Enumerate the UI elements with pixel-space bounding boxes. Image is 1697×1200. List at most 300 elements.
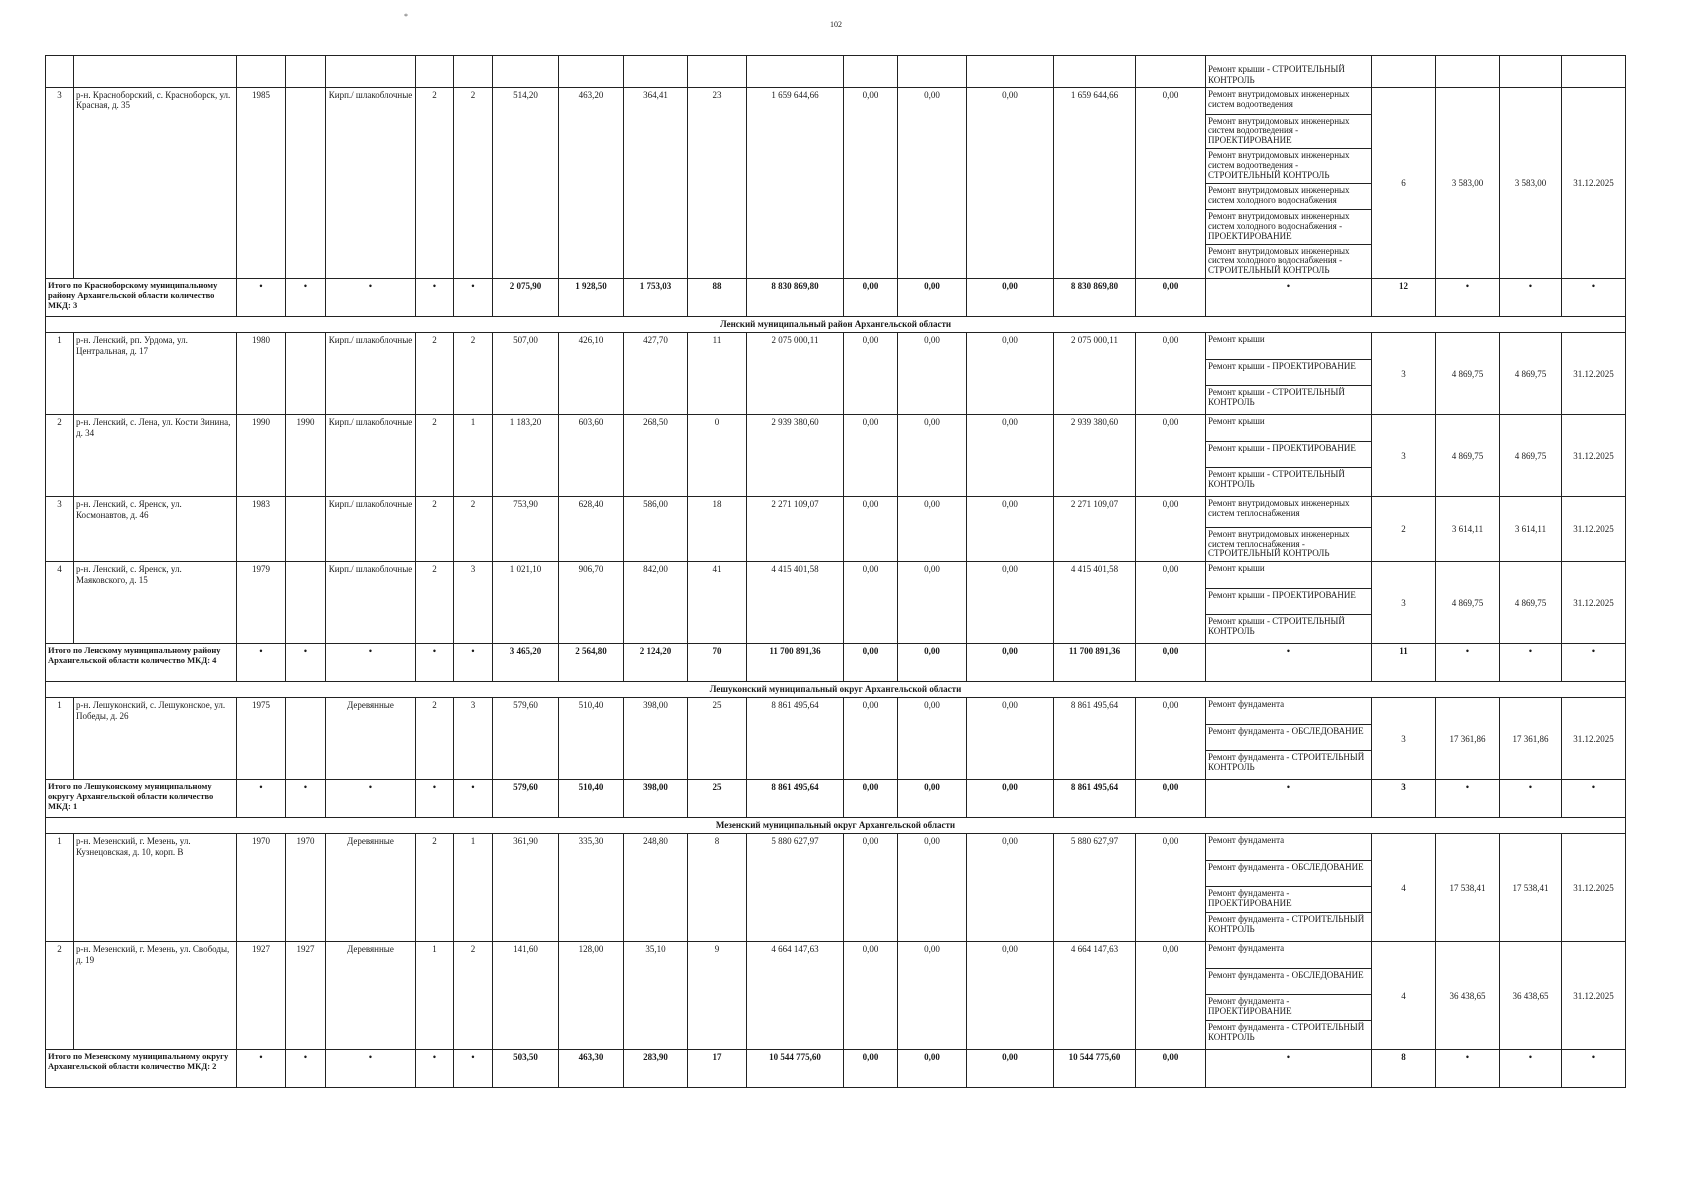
year-reconstruction: [286, 698, 326, 780]
address: р-н. Ленский, с. Яренск, ул. Маяковского, д. 15: [74, 562, 237, 644]
floors: 2: [416, 333, 454, 415]
placeholder-dot: •: [1562, 279, 1626, 317]
works-count: 3: [1372, 562, 1436, 644]
residential-area: 586,00: [624, 497, 688, 562]
fund-regional: 0,00: [898, 279, 967, 317]
premises-area: 335,30: [559, 834, 624, 942]
work-item: [1206, 942, 1371, 968]
work-type: Ремонт фундамента - СТРОИТЕЛЬНЫЙ КОНТРОЛЬ: [1208, 751, 1365, 772]
work-item: [1206, 912, 1371, 938]
fund-other: 0,00: [1136, 942, 1206, 1050]
completion-date: 31.12.2025: [1562, 562, 1626, 644]
placeholder-dot: •: [326, 1050, 416, 1088]
floors: 2: [416, 698, 454, 780]
works-list: [1206, 698, 1371, 776]
works-list: [1206, 834, 1371, 938]
fund-other: 0,00: [1136, 644, 1206, 682]
total-row: [46, 1050, 1626, 1088]
premises-area: 2 564,80: [559, 644, 624, 682]
fund-owners: 2 271 109,07: [1054, 497, 1136, 562]
year-reconstruction: [286, 562, 326, 644]
completion-date: 31.12.2025: [1562, 834, 1626, 942]
address: р-н. Ленский, рп. Урдома, ул. Центральная, д. 17: [74, 333, 237, 415]
repair-cost: 8 861 495,64: [747, 698, 844, 780]
work-item: [1206, 441, 1371, 467]
placeholder-dot: •: [1500, 644, 1562, 682]
fund-local: 0,00: [967, 279, 1054, 317]
works-count: 3: [1372, 780, 1436, 818]
total-area: 753,90: [493, 497, 559, 562]
fund-owners: 10 544 775,60: [1054, 1050, 1136, 1088]
unit-cost: 17 538,41: [1436, 834, 1500, 942]
work-type: Ремонт внутридомовых инженерных систем водоотведения - СТРОИТЕЛЬНЫЙ КОНТРОЛЬ: [1206, 149, 1371, 184]
repair-cost: 11 700 891,36: [747, 644, 844, 682]
residents: 18: [688, 497, 747, 562]
premises-area: 510,40: [559, 698, 624, 780]
total-area: 141,60: [493, 942, 559, 1050]
placeholder-dot: •: [326, 780, 416, 818]
work-item: [1206, 562, 1371, 588]
entrances: 1: [454, 834, 493, 942]
residents: 9: [688, 942, 747, 1050]
placeholder-dot: •: [1562, 780, 1626, 818]
repair-cost: 8 830 869,80: [747, 279, 844, 317]
work-type: Ремонт крыши: [1206, 415, 1371, 441]
max-unit-cost: 17 538,41: [1500, 834, 1562, 942]
fund-other: 0,00: [1136, 279, 1206, 317]
wall-material: Деревянные: [326, 834, 416, 942]
work-item: [1206, 209, 1371, 244]
fund-owners: 8 861 495,64: [1054, 698, 1136, 780]
floors: 2: [416, 88, 454, 279]
work-type: Ремонт внутридомовых инженерных систем холодного водоснабжения - СТРОИТЕЛЬНЫЙ КОНТРОЛЬ: [1208, 245, 1350, 276]
premises-area: 128,00: [559, 942, 624, 1050]
fund-fund: 0,00: [844, 88, 898, 279]
year-reconstruction: 1970: [286, 834, 326, 942]
row-number: 4: [46, 562, 74, 644]
fund-owners: 5 880 627,97: [1054, 834, 1136, 942]
address: р-н. Красноборский, с. Красноборск, ул. Красная, д. 35: [74, 88, 237, 279]
work-item: [1206, 359, 1371, 385]
fund-owners: 11 700 891,36: [1054, 644, 1136, 682]
fund-fund: 0,00: [844, 1050, 898, 1088]
residential-area: 398,00: [624, 780, 688, 818]
year-reconstruction: [286, 88, 326, 279]
entrances: 2: [454, 942, 493, 1050]
repair-cost: 2 939 380,60: [747, 415, 844, 497]
fund-regional: 0,00: [898, 1050, 967, 1088]
placeholder-dot: •: [416, 1050, 454, 1088]
year-reconstruction: [286, 497, 326, 562]
fund-regional: 0,00: [898, 644, 967, 682]
works-count: 2: [1372, 497, 1436, 562]
work-item: [1206, 527, 1371, 561]
work-item: [1206, 588, 1371, 614]
entrances: 1: [454, 415, 493, 497]
max-unit-cost: 4 869,75: [1500, 333, 1562, 415]
work-type: Ремонт внутридомовых инженерных систем теплоснабжения - СТРОИТЕЛЬНЫЙ КОНТРОЛЬ: [1208, 528, 1350, 559]
repair-cost: 10 544 775,60: [747, 1050, 844, 1088]
repair-cost: 2 075 000,11: [747, 333, 844, 415]
premises-area: 603,60: [559, 415, 624, 497]
scan-mark: *: [404, 12, 408, 21]
placeholder-dot: •: [416, 279, 454, 317]
repair-cost: 1 659 644,66: [747, 88, 844, 279]
fund-other: 0,00: [1136, 497, 1206, 562]
work-type: Ремонт крыши - СТРОИТЕЛЬНЫЙ КОНТРОЛЬ: [1208, 386, 1345, 407]
fund-owners: 2 939 380,60: [1054, 415, 1136, 497]
table-row: [46, 333, 1626, 415]
repair-cost: 8 861 495,64: [747, 780, 844, 818]
work-type: Ремонт крыши - ПРОЕКТИРОВАНИЕ: [1206, 588, 1371, 614]
region-title: Мезенский муниципальный округ Архангельской области: [46, 818, 1626, 834]
work-item: [1206, 415, 1371, 441]
fund-owners: 8 830 869,80: [1054, 279, 1136, 317]
work-item: [1206, 497, 1371, 527]
work-type: Ремонт крыши: [1206, 333, 1371, 359]
continuation-row: [46, 56, 1626, 88]
table-row: [46, 562, 1626, 644]
placeholder-dot: •: [1500, 780, 1562, 818]
year-built: 1970: [237, 834, 286, 942]
unit-cost: 4 869,75: [1436, 415, 1500, 497]
total-area: 2 075,90: [493, 279, 559, 317]
placeholder-dot: •: [1562, 1050, 1626, 1088]
works-count: 11: [1372, 644, 1436, 682]
work-item: [1206, 114, 1371, 149]
entrances: 2: [454, 88, 493, 279]
work-item: [1206, 244, 1371, 278]
wall-material: Деревянные: [326, 942, 416, 1050]
row-number: 1: [46, 333, 74, 415]
residents: 41: [688, 562, 747, 644]
year-built: 1983: [237, 497, 286, 562]
work-type: Ремонт внутридомовых инженерных систем водоотведения: [1206, 88, 1371, 114]
fund-other: 0,00: [1136, 88, 1206, 279]
unit-cost: 3 614,11: [1436, 497, 1500, 562]
unit-cost: 4 869,75: [1436, 562, 1500, 644]
residential-area: 398,00: [624, 698, 688, 780]
entrances: 3: [454, 698, 493, 780]
fund-local: 0,00: [967, 415, 1054, 497]
residents: 23: [688, 88, 747, 279]
max-unit-cost: 4 869,75: [1500, 415, 1562, 497]
total-row: [46, 279, 1626, 317]
fund-fund: 0,00: [844, 415, 898, 497]
placeholder-dot: •: [1500, 279, 1562, 317]
placeholder-dot: •: [1436, 1050, 1500, 1088]
works-count: 3: [1372, 698, 1436, 780]
work-type: Ремонт фундамента: [1206, 834, 1371, 860]
works-list: [1206, 415, 1371, 493]
table-row: [46, 497, 1626, 562]
premises-area: 906,70: [559, 562, 624, 644]
fund-local: 0,00: [967, 698, 1054, 780]
fund-other: 0,00: [1136, 333, 1206, 415]
fund-other: 0,00: [1136, 834, 1206, 942]
fund-fund: 0,00: [844, 942, 898, 1050]
fund-fund: 0,00: [844, 644, 898, 682]
table-row: [46, 88, 1626, 279]
works-cell: [1206, 88, 1372, 279]
placeholder-dot: •: [326, 644, 416, 682]
works-count: 8: [1372, 1050, 1436, 1088]
fund-owners: 8 861 495,64: [1054, 780, 1136, 818]
completion-date: 31.12.2025: [1562, 698, 1626, 780]
work-type: Ремонт фундамента - ОБСЛЕДОВАНИЕ: [1206, 860, 1371, 886]
works-count: 3: [1372, 415, 1436, 497]
total-row: [46, 780, 1626, 818]
work-type: Ремонт фундамента - ПРОЕКТИРОВАНИЕ: [1206, 886, 1371, 912]
fund-local: 0,00: [967, 942, 1054, 1050]
premises-area: 1 928,50: [559, 279, 624, 317]
work-type: Ремонт фундамента - СТРОИТЕЛЬНЫЙ КОНТРОЛЬ: [1208, 913, 1365, 934]
work-item: [1206, 1020, 1371, 1046]
works-cell: [1206, 942, 1372, 1050]
row-number: 3: [46, 497, 74, 562]
total-area: 514,20: [493, 88, 559, 279]
residential-area: 2 124,20: [624, 644, 688, 682]
total-area: 1 183,20: [493, 415, 559, 497]
row-number: 3: [46, 88, 74, 279]
residential-area: 364,41: [624, 88, 688, 279]
placeholder-dot: •: [454, 780, 493, 818]
placeholder-dot: •: [1206, 780, 1372, 818]
work-item: [1206, 333, 1371, 359]
year-reconstruction: [286, 333, 326, 415]
region-title: Ленский муниципальный район Архангельской области: [46, 317, 1626, 333]
residents: 11: [688, 333, 747, 415]
work-type: Ремонт фундамента: [1206, 698, 1371, 724]
work-item: [1206, 149, 1371, 184]
residential-area: 1 753,03: [624, 279, 688, 317]
fund-owners: 4 664 147,63: [1054, 942, 1136, 1050]
fund-fund: 0,00: [844, 333, 898, 415]
residents: 88: [688, 279, 747, 317]
year-reconstruction: 1927: [286, 942, 326, 1050]
residential-area: 248,80: [624, 834, 688, 942]
works-cell: [1206, 834, 1372, 942]
floors: 2: [416, 562, 454, 644]
work-type: Ремонт фундамента - ОБСЛЕДОВАНИЕ: [1206, 968, 1371, 994]
fund-local: 0,00: [967, 780, 1054, 818]
entrances: 2: [454, 497, 493, 562]
residents: 70: [688, 644, 747, 682]
placeholder-dot: •: [1562, 644, 1626, 682]
year-built: 1927: [237, 942, 286, 1050]
residents: 25: [688, 698, 747, 780]
wall-material: Кирп./ шлакоблочные: [326, 415, 416, 497]
max-unit-cost: 17 361,86: [1500, 698, 1562, 780]
total-area: 503,50: [493, 1050, 559, 1088]
work-type: Ремонт фундамента: [1206, 942, 1371, 968]
works-count: 4: [1372, 942, 1436, 1050]
fund-other: 0,00: [1136, 562, 1206, 644]
fund-regional: 0,00: [898, 562, 967, 644]
floors: 2: [416, 834, 454, 942]
address: р-н. Лешуконский, с. Лешуконское, ул. Победы, д. 26: [74, 698, 237, 780]
total-label: Итого по Лешуконскому муниципальному округу Архангельской области количество МКД: 1: [46, 780, 237, 818]
wall-material: Кирп./ шлакоблочные: [326, 497, 416, 562]
works-cell: [1206, 415, 1372, 497]
floors: 1: [416, 942, 454, 1050]
placeholder-dot: •: [416, 644, 454, 682]
address: р-н. Мезенский, г. Мезень, ул. Кузнецовская, д. 10, корп. В: [74, 834, 237, 942]
placeholder-dot: •: [1206, 279, 1372, 317]
work-item: [1206, 860, 1371, 886]
residential-area: 427,70: [624, 333, 688, 415]
works-list: [1206, 562, 1371, 640]
fund-owners: 2 075 000,11: [1054, 333, 1136, 415]
residential-area: 842,00: [624, 562, 688, 644]
total-label: Итого по Ленскому муниципальному району Архангельской области количество МКД: 4: [46, 644, 237, 682]
row-number: 1: [46, 834, 74, 942]
work-item: [1206, 467, 1371, 493]
work-item: [1206, 385, 1371, 411]
residents: 25: [688, 780, 747, 818]
fund-fund: 0,00: [844, 497, 898, 562]
region-header: [46, 317, 1626, 333]
capital-repair-table: [45, 55, 1626, 1088]
completion-date: 31.12.2025: [1562, 497, 1626, 562]
region-header: [46, 818, 1626, 834]
work-item: [1206, 614, 1371, 640]
fund-local: 0,00: [967, 497, 1054, 562]
row-number: 2: [46, 942, 74, 1050]
address: р-н. Ленский, с. Яренск, ул. Космонавтов, д. 46: [74, 497, 237, 562]
fund-fund: 0,00: [844, 834, 898, 942]
works-cell: [1206, 333, 1372, 415]
works-cell: [1206, 562, 1372, 644]
wall-material: Кирп./ шлакоблочные: [326, 562, 416, 644]
work-type: Ремонт крыши - СТРОИТЕЛЬНЫЙ КОНТРОЛЬ: [1208, 468, 1345, 489]
placeholder-dot: •: [1206, 1050, 1372, 1088]
total-area: 579,60: [493, 698, 559, 780]
unit-cost: 17 361,86: [1436, 698, 1500, 780]
fund-other: 0,00: [1136, 698, 1206, 780]
premises-area: 426,10: [559, 333, 624, 415]
fund-other: 0,00: [1136, 780, 1206, 818]
premises-area: 463,30: [559, 1050, 624, 1088]
table-row: [46, 942, 1626, 1050]
fund-owners: 4 415 401,58: [1054, 562, 1136, 644]
year-built: 1975: [237, 698, 286, 780]
fund-local: 0,00: [967, 834, 1054, 942]
entrances: 2: [454, 333, 493, 415]
works-cell: [1206, 497, 1372, 562]
fund-regional: 0,00: [898, 497, 967, 562]
total-area: 3 465,20: [493, 644, 559, 682]
repair-cost: 5 880 627,97: [747, 834, 844, 942]
fund-fund: 0,00: [844, 780, 898, 818]
works-list: [1206, 333, 1371, 411]
residential-area: 268,50: [624, 415, 688, 497]
repair-cost: 2 271 109,07: [747, 497, 844, 562]
work-item: [1206, 724, 1371, 750]
placeholder-dot: •: [1436, 780, 1500, 818]
premises-area: 463,20: [559, 88, 624, 279]
max-unit-cost: 4 869,75: [1500, 562, 1562, 644]
placeholder-dot: •: [286, 644, 326, 682]
total-label: Итого по Мезенскому муниципальному округу Архангельской области количество МКД: 2: [46, 1050, 237, 1088]
fund-regional: 0,00: [898, 333, 967, 415]
year-reconstruction: 1990: [286, 415, 326, 497]
fund-regional: 0,00: [898, 88, 967, 279]
page-number: 102: [830, 20, 842, 29]
placeholder-dot: •: [237, 780, 286, 818]
year-built: 1990: [237, 415, 286, 497]
max-unit-cost: 36 438,65: [1500, 942, 1562, 1050]
placeholder-dot: •: [416, 780, 454, 818]
fund-owners: 1 659 644,66: [1054, 88, 1136, 279]
placeholder-dot: •: [286, 780, 326, 818]
placeholder-dot: •: [286, 279, 326, 317]
total-area: 1 021,10: [493, 562, 559, 644]
work-item: [1206, 886, 1371, 912]
placeholder-dot: •: [454, 1050, 493, 1088]
placeholder-dot: •: [237, 644, 286, 682]
work-item: [1206, 88, 1371, 114]
work-type: Ремонт крыши - СТРОИТЕЛЬНЫЙ КОНТРОЛЬ: [1206, 56, 1372, 88]
max-unit-cost: 3 583,00: [1500, 88, 1562, 279]
placeholder-dot: •: [1500, 1050, 1562, 1088]
fund-local: 0,00: [967, 1050, 1054, 1088]
region-title: Лешуконский муниципальный округ Архангельской области: [46, 682, 1626, 698]
placeholder-dot: •: [237, 279, 286, 317]
row-number: 2: [46, 415, 74, 497]
work-type: Ремонт внутридомовых инженерных систем холодного водоснабжения: [1206, 183, 1371, 209]
residents: 17: [688, 1050, 747, 1088]
placeholder-dot: •: [1206, 644, 1372, 682]
region-header: [46, 682, 1626, 698]
fund-local: 0,00: [967, 333, 1054, 415]
works-count: 12: [1372, 279, 1436, 317]
repair-cost: 4 664 147,63: [747, 942, 844, 1050]
address: р-н. Ленский, с. Лена, ул. Кости Зинина, д. 34: [74, 415, 237, 497]
placeholder-dot: •: [286, 1050, 326, 1088]
work-type: Ремонт крыши - ПРОЕКТИРОВАНИЕ: [1206, 359, 1371, 385]
works-count: 6: [1372, 88, 1436, 279]
completion-date: 31.12.2025: [1562, 88, 1626, 279]
fund-local: 0,00: [967, 88, 1054, 279]
unit-cost: 3 583,00: [1436, 88, 1500, 279]
works-count: 3: [1372, 333, 1436, 415]
fund-fund: 0,00: [844, 279, 898, 317]
floors: 2: [416, 415, 454, 497]
wall-material: Кирп./ шлакоблочные: [326, 88, 416, 279]
works-cell: [1206, 698, 1372, 780]
repair-cost: 4 415 401,58: [747, 562, 844, 644]
fund-other: 0,00: [1136, 415, 1206, 497]
fund-fund: 0,00: [844, 698, 898, 780]
completion-date: 31.12.2025: [1562, 415, 1626, 497]
placeholder-dot: •: [237, 1050, 286, 1088]
row-number: 1: [46, 698, 74, 780]
work-item: [1206, 750, 1371, 776]
wall-material: Кирп./ шлакоблочные: [326, 333, 416, 415]
fund-regional: 0,00: [898, 415, 967, 497]
placeholder-dot: •: [326, 279, 416, 317]
entrances: 3: [454, 562, 493, 644]
table-row: [46, 834, 1626, 942]
address: р-н. Мезенский, г. Мезень, ул. Свободы, д. 19: [74, 942, 237, 1050]
total-label: Итого по Красноборскому муниципальному району Архангельской области количество МКД: 3: [46, 279, 237, 317]
work-item: [1206, 834, 1371, 860]
total-area: 507,00: [493, 333, 559, 415]
works-count: 4: [1372, 834, 1436, 942]
table-body: [46, 56, 1626, 1088]
residential-area: 35,10: [624, 942, 688, 1050]
